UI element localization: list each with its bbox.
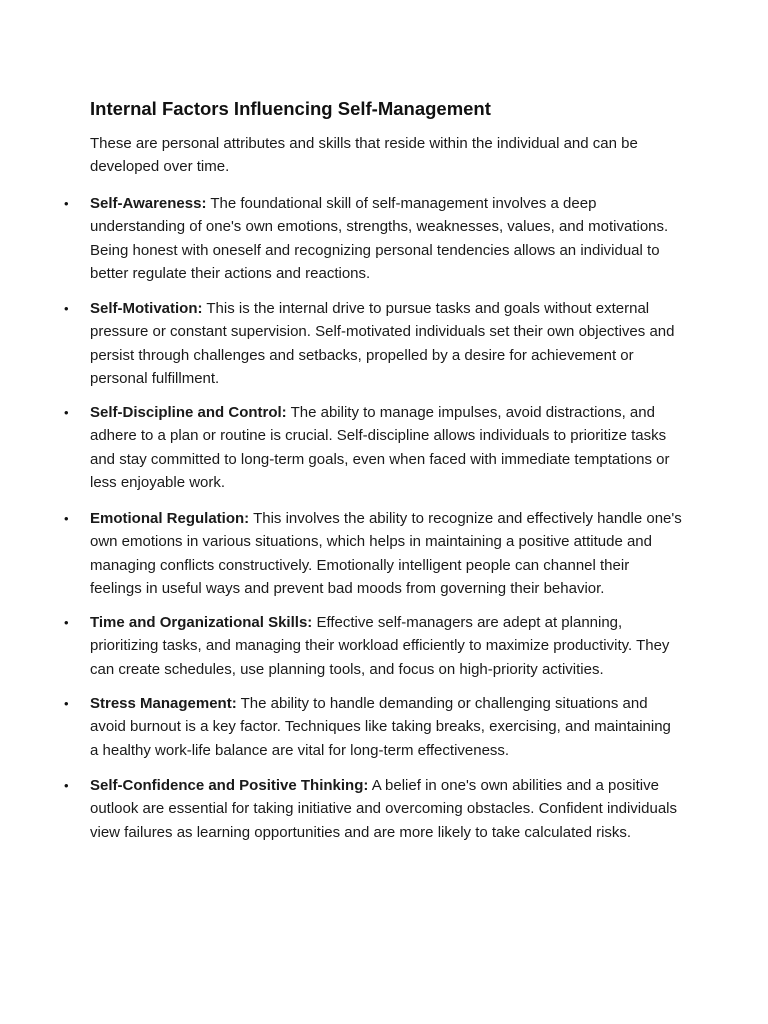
factor-term: Emotional Regulation:	[90, 510, 250, 527]
list-item	[64, 297, 682, 390]
bullet-icon: •	[64, 196, 69, 211]
factor-term: Self-Awareness:	[90, 195, 207, 212]
bullet-icon: •	[64, 301, 69, 316]
list-item	[64, 401, 682, 494]
list-item	[64, 774, 682, 844]
list-item	[64, 692, 682, 762]
factor-description: A belief in one's own abilities and a positive outlook are essential for taking initiative and overcoming obstacles. Confident individuals view failures as learning opportunities and are more likely to take calculated risks.	[90, 777, 677, 841]
bullet-icon: •	[64, 405, 69, 420]
factor-term: Self-Motivation:	[90, 300, 203, 317]
bullet-icon: •	[64, 511, 69, 526]
factor-description: The ability to manage impulses, avoid distractions, and adhere to a plan or routine is crucial. Self-discipline allows individuals to prioritize tasks and stay committed to long-term goals, even when faced with immediate temptations or less enjoyable work.	[90, 404, 670, 491]
bullet-icon: •	[64, 778, 69, 793]
list-item	[64, 192, 682, 285]
factor-term: Time and Organizational Skills:	[90, 614, 313, 631]
factor-description: The foundational skill of self-management involves a deep understanding of one's own emotions, strengths, weaknesses, values, and motivations. Being honest with oneself and recognizing personal tendencies allows an individual to better regulate their actions and reactions.	[90, 195, 669, 282]
bullet-icon: •	[64, 615, 69, 630]
intro-paragraph: These are personal attributes and skills that reside within the individual and can be developed over time.	[90, 135, 638, 176]
factor-term: Self-Confidence and Positive Thinking:	[90, 777, 369, 794]
bullet-icon: •	[64, 696, 69, 711]
list-item	[64, 507, 682, 600]
factor-term: Self-Discipline and Control:	[90, 404, 287, 421]
document-title: Internal Factors Influencing Self-Management	[90, 98, 491, 119]
factor-term: Stress Management:	[90, 695, 237, 712]
factor-description: Effective self-managers are adept at planning, prioritizing tasks, and managing their workload efficiently to maximize productivity. They can create schedules, use planning tools, and focus on high-priority activities.	[90, 614, 670, 678]
factor-description: The ability to handle demanding or challenging situations and avoid burnout is a key factor. Techniques like taking breaks, exercising, and maintaining a healthy work-life balance are vital for long-term effectiveness.	[90, 695, 671, 759]
list-item	[64, 611, 682, 681]
factor-description: This is the internal drive to pursue tasks and goals without external pressure or constant supervision. Self-motivated individuals set their own objectives and persist through challenges and setbacks, propelled by a desire for achievement or personal fulfillment.	[90, 300, 675, 387]
factor-description: This involves the ability to recognize and effectively handle one's own emotions in various situations, which helps in maintaining a positive attitude and managing conflicts constructively. Emotionally intelligent people can channel their feelings in useful ways and prevent bad moods from governing their behavior.	[90, 510, 682, 597]
